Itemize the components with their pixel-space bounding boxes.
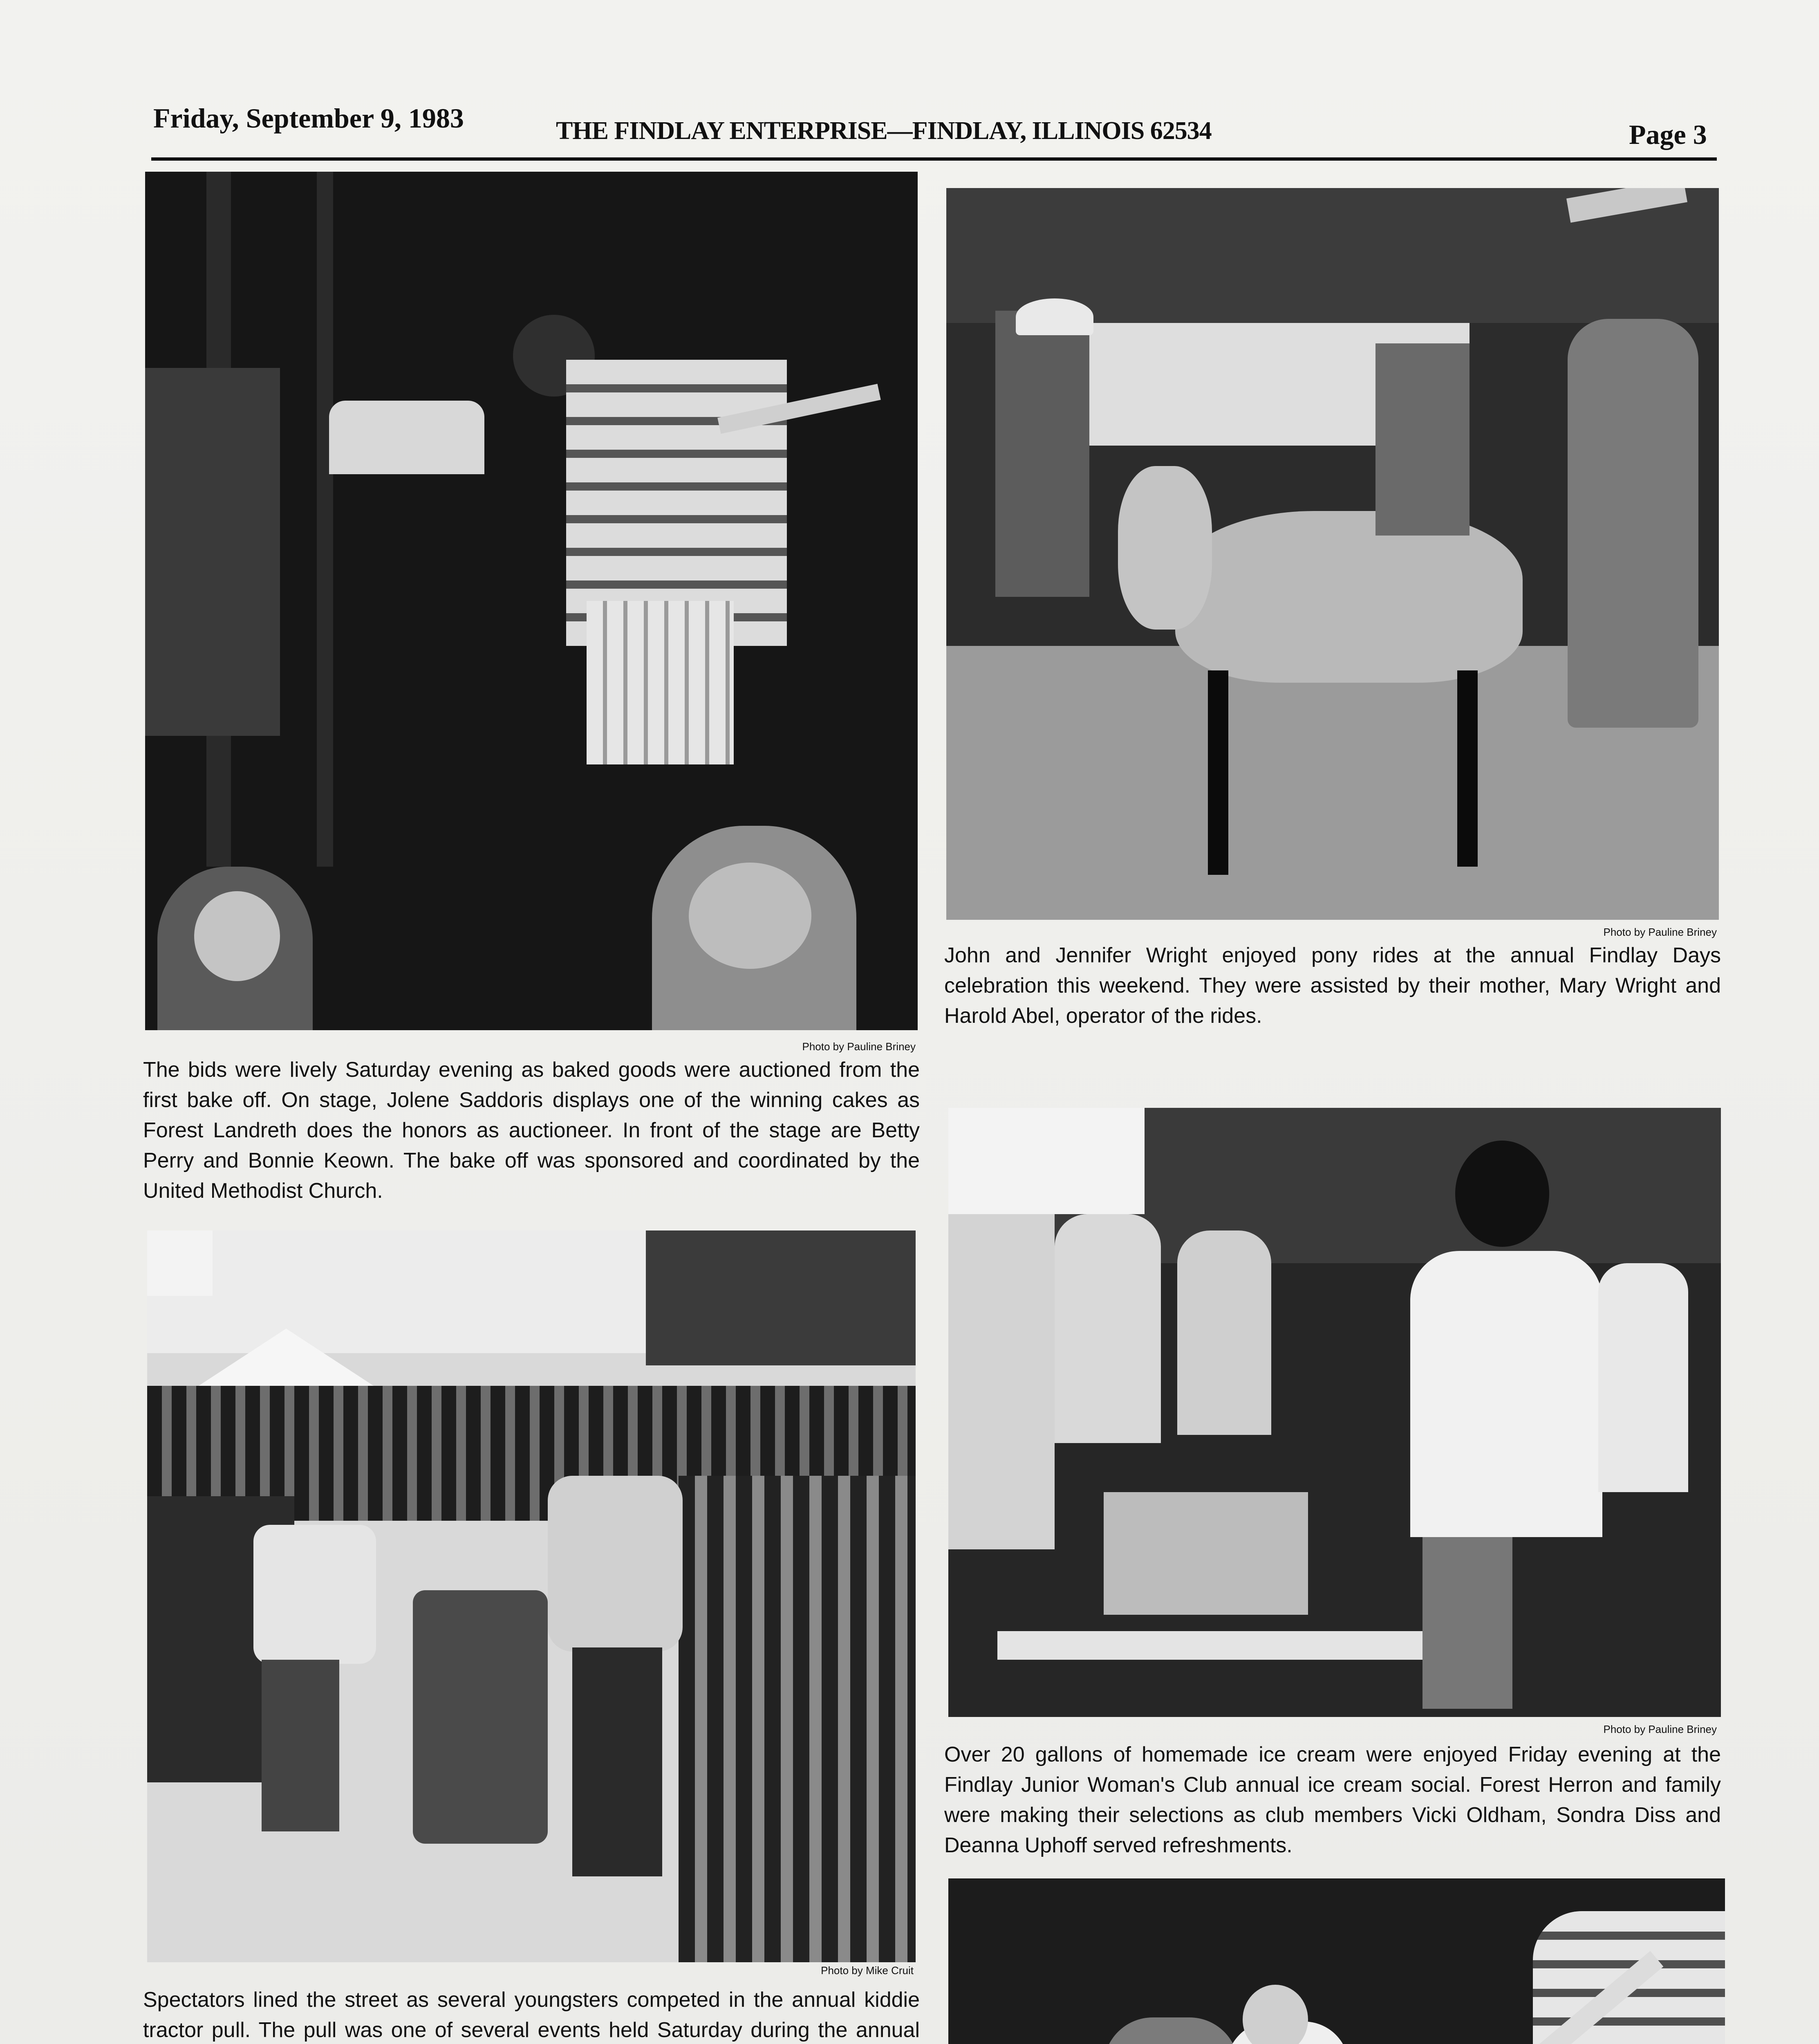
caption-tractor-pull: Spectators lined the street as several youngsters competed in the annual kiddie tractor pull. The pull was one of several events held Saturday during the annual [143, 1988, 920, 2042]
photo-pony-rides [946, 188, 1719, 920]
photo-credit-bake-off: Photo by Pauline Briney [802, 1040, 916, 1053]
photo-tractor-pull [147, 1230, 916, 1962]
caption-ice-cream-social: Over 20 gallons of homemade ice cream were enjoyed Friday evening at the Findlay Junior Woman's Club annual ice cream social. Forest Herron and family were making their selections as club members Vicki Oldham, Sondra Diss and Deanna Uphoff served refreshments. [944, 1743, 1721, 1857]
photo-bake-off [145, 172, 918, 1030]
photo-queens-and-king [948, 1878, 1725, 2044]
caption-pony-rides: John and Jennifer Wright enjoyed pony rides at the annual Findlay Days celebration this weekend. They were assisted by their mother, Mary Wright and Harold Abel, operator of the rides. [944, 944, 1721, 1028]
issue-date: Friday, September 9, 1983 [153, 103, 464, 134]
photo-credit-pony-rides: Photo by Pauline Briney [1603, 926, 1717, 938]
photo-credit-ice-cream-social: Photo by Pauline Briney [1603, 1723, 1717, 1735]
page-number: Page 3 [1629, 119, 1707, 150]
photo-ice-cream-social [948, 1108, 1721, 1717]
photo-credit-tractor-pull: Photo by Mike Cruit [821, 1964, 914, 1977]
masthead-rule [151, 157, 1717, 161]
masthead-title: THE FINDLAY ENTERPRISE—FINDLAY, ILLINOIS 62534 [556, 117, 1212, 145]
caption-bake-off: The bids were lively Saturday evening as baked goods were auctioned from the first bake off. On stage, Jolene Saddoris displays one of the winning cakes as Forest Landreth does the honors as auctioneer. In front of the stage are Betty Perry and Bonnie Keown. The bake off was sponsored and coordinated by the United Methodist Church. [143, 1058, 920, 1203]
